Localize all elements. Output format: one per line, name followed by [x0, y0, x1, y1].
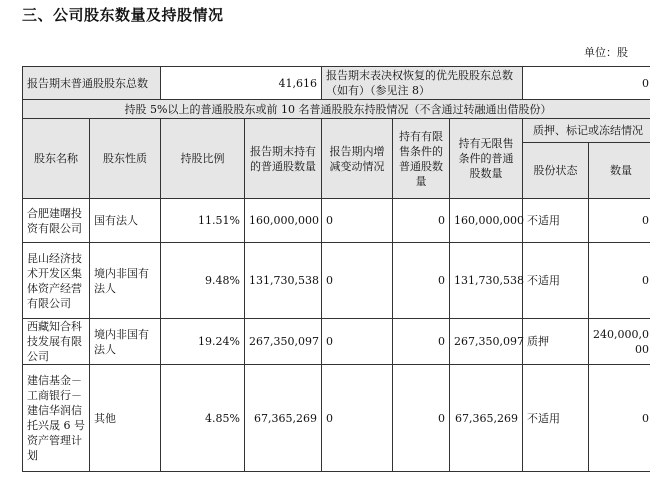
table-row: [23, 243, 650, 319]
cell-pledge-qty: 0: [589, 365, 650, 472]
header-pledge-qty: 数量: [589, 143, 650, 199]
cell-nature: 境内非国有法人: [90, 319, 161, 365]
cell-pledge-qty: 0: [589, 243, 650, 319]
section-header-row: [23, 100, 650, 119]
cell-unrestricted: 160,000,000: [450, 199, 523, 243]
cell-nature: 境内非国有法人: [90, 243, 161, 319]
common-holders-label: 报告期末普通股股东总数: [23, 67, 161, 100]
header-row-1: [23, 119, 650, 143]
cell-end-shares: 160,000,000: [245, 199, 322, 243]
table-row: [23, 199, 650, 243]
cell-ratio: 4.85%: [161, 365, 245, 472]
table-row: [23, 365, 650, 472]
cell-pledge-qty: 240,000,000: [589, 319, 650, 365]
header-unrestricted: 持有无限售条件的普通股数量: [450, 119, 523, 199]
cell-pledge-qty: 0: [589, 199, 650, 243]
preferred-holders-label: 报告期末表决权恢复的优先股股东总数（如有）（参见注 8）: [322, 67, 523, 100]
cell-restricted: 0: [393, 319, 450, 365]
unit-label: 单位：股: [584, 46, 628, 59]
cell-pledge-status: 不适用: [523, 199, 589, 243]
preferred-holders-value: 0: [523, 67, 650, 100]
cell-nature: 国有法人: [90, 199, 161, 243]
cell-name: 建信基金－工商银行－建信华润信托兴晟 6 号资产管理计划: [23, 365, 90, 472]
header-end-shares: 报告期末持有的普通股数量: [245, 119, 322, 199]
header-pledge-group: 质押、标记或冻结情况: [523, 119, 650, 143]
cell-pledge-status: 质押: [523, 319, 589, 365]
section-title: 三、公司股东数量及持股情况: [22, 6, 224, 24]
header-ratio: 持股比例: [161, 119, 245, 199]
table-row: [23, 319, 650, 365]
cell-ratio: 19.24%: [161, 319, 245, 365]
cell-name: 西藏知合科技发展有限公司: [23, 319, 90, 365]
cell-end-shares: 131,730,538: [245, 243, 322, 319]
cell-ratio: 9.48%: [161, 243, 245, 319]
common-holders-value: 41,616: [161, 67, 322, 100]
cell-restricted: 0: [393, 365, 450, 472]
header-change: 报告期内增减变动情况: [322, 119, 393, 199]
cell-pledge-status: 不适用: [523, 365, 589, 472]
section-header: 持股 5%以上的普通股股东或前 10 名普通股股东持股情况（不含通过转融通出借股份）: [23, 100, 650, 119]
header-nature: 股东性质: [90, 119, 161, 199]
header-restricted: 持有有限售条件的普通股数量: [393, 119, 450, 199]
cell-unrestricted: 131,730,538: [450, 243, 523, 319]
cell-restricted: 0: [393, 243, 450, 319]
cell-end-shares: 267,350,097: [245, 319, 322, 365]
cell-name: 合肥建曙投资有限公司: [23, 199, 90, 243]
cell-change: 0: [322, 243, 393, 319]
cell-restricted: 0: [393, 199, 450, 243]
header-name: 股东名称: [23, 119, 90, 199]
cell-unrestricted: 267,350,097: [450, 319, 523, 365]
cell-name: 昆山经济技术开发区集体资产经营有限公司: [23, 243, 90, 319]
cell-nature: 其他: [90, 365, 161, 472]
cell-change: 0: [322, 365, 393, 472]
cell-change: 0: [322, 319, 393, 365]
shareholder-table: [22, 66, 650, 472]
summary-row: [23, 67, 650, 100]
cell-pledge-status: 不适用: [523, 243, 589, 319]
header-pledge-status: 股份状态: [523, 143, 589, 199]
cell-unrestricted: 67,365,269: [450, 365, 523, 472]
cell-end-shares: 67,365,269: [245, 365, 322, 472]
cell-ratio: 11.51%: [161, 199, 245, 243]
cell-change: 0: [322, 199, 393, 243]
